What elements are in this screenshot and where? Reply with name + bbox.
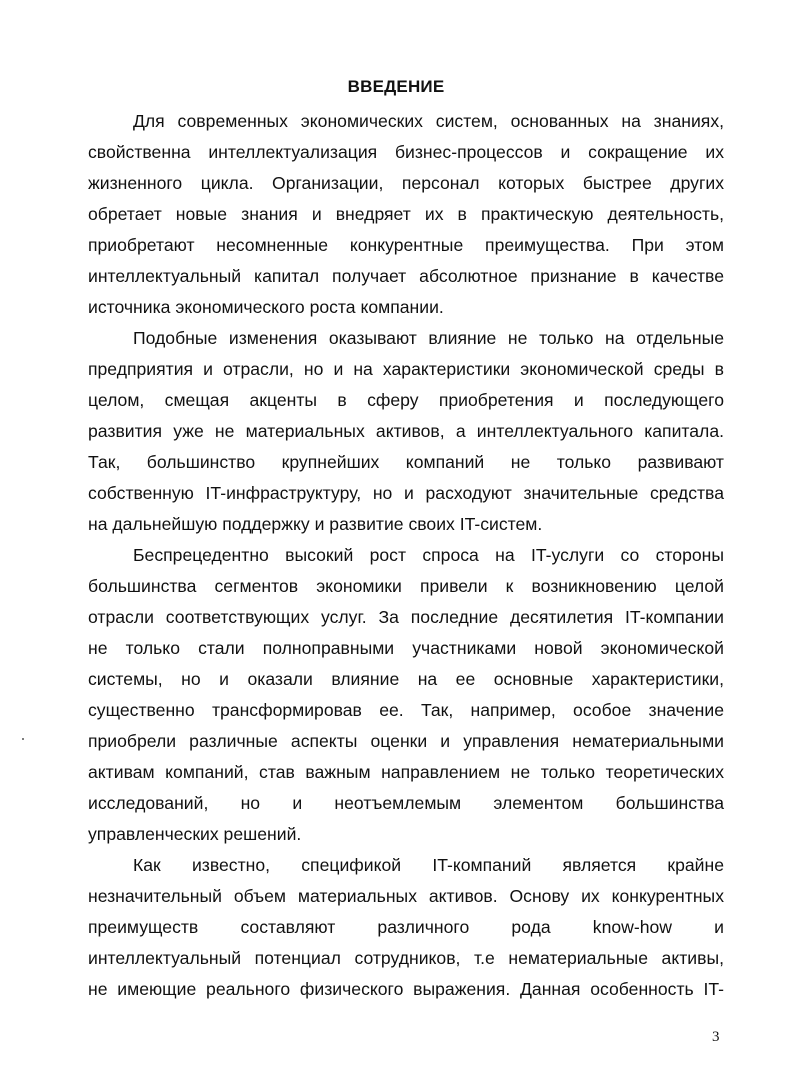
text-line: незначительный объем материальных активов. Основу их конкурентных (88, 886, 724, 906)
text-line: управленческих решений. (88, 824, 302, 844)
text-line: обретает новые знания и внедряет их в практическую деятельность, (88, 204, 724, 224)
text-line: Беспрецедентно высокий рост спроса на IT-услуги со стороны (133, 545, 724, 565)
text-line: системы, но и оказали влияние на ее основные характеристики, (88, 669, 724, 689)
text-line: на дальнейшую поддержку и развитие своих IT-систем. (88, 514, 543, 534)
text-line: интеллектуальный потенциал сотрудников, т.е нематериальные активы, (88, 948, 724, 968)
text-line: Так, большинство крупнейших компаний не только развивают (88, 452, 724, 472)
text-line: целом, смещая акценты в сферу приобретения и последующего (88, 390, 724, 410)
text-line: свойственна интеллектуализация бизнес-процессов и сокращение их (88, 142, 724, 162)
text-line: развития уже не материальных активов, а интеллектуального капитала. (88, 421, 724, 441)
page-title: ВВЕДЕНИЕ (347, 77, 445, 96)
text-line: интеллектуальный капитал получает абсолютное признание в качестве (88, 266, 724, 286)
text-line: преимуществ составляют различного рода know-how и (88, 917, 724, 937)
text-line: жизненного цикла. Организации, персонал которых быстрее других (88, 173, 724, 193)
text-line: Как известно, спецификой IT-компаний является крайне (133, 855, 724, 875)
text-line: предприятия и отрасли, но и на характеристики экономической среды в (88, 359, 724, 379)
page-number: 3 (712, 1029, 720, 1045)
text-line: большинства сегментов экономики привели к возникновению целой (88, 576, 724, 596)
text-line: источника экономического роста компании. (88, 297, 444, 317)
text-line: исследований, но и неотъемлемым элементом большинства (88, 793, 724, 813)
text-line: отрасли соответствующих услуг. За последние десятилетия IT-компании (88, 607, 724, 627)
text-line: приобрели различные аспекты оценки и управления нематериальными (88, 731, 724, 751)
text-line: Для современных экономических систем, основанных на знаниях, (133, 111, 724, 131)
text-line: активам компаний, став важным направлением не только теоретических (88, 762, 724, 782)
text-line: приобретают несомненные конкурентные преимущества. При этом (88, 235, 724, 255)
text-line: собственную IT-инфраструктуру, но и расходуют значительные средства (88, 483, 724, 503)
text-line: не только стали полноправными участниками новой экономической (88, 638, 724, 658)
text-line: Подобные изменения оказывают влияние не только на отдельные (133, 328, 724, 348)
text-line: существенно трансформировав ее. Так, например, особое значение (88, 700, 724, 720)
scan-speck (22, 738, 24, 740)
text-line: не имеющие реального физического выражения. Данная особенность IT- (88, 979, 724, 999)
